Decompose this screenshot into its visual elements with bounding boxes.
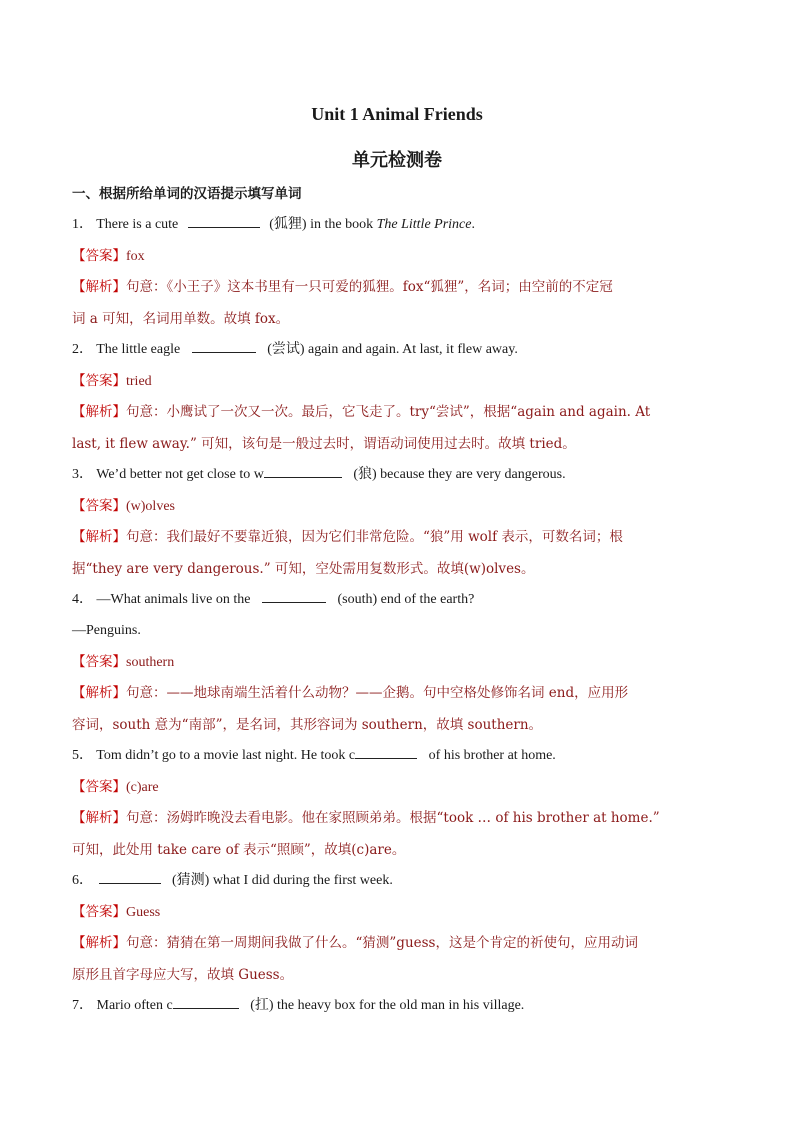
explanation-5 bbox=[72, 808, 724, 828]
answer-tag: 【答案】 bbox=[72, 654, 126, 670]
explanation-3 bbox=[72, 527, 724, 547]
question-4-reply: —Penguins. bbox=[72, 623, 141, 638]
document-subtitle: 单元检测卷 bbox=[352, 150, 442, 171]
question-number: 5． bbox=[72, 748, 93, 763]
question-text: —What animals live on the bbox=[96, 592, 251, 607]
answer-blank bbox=[188, 215, 260, 228]
explanation-3-cont: 据“they are very dangerous.” 可知，空处需用复数形式。故填(w)olves。 bbox=[72, 561, 535, 577]
answer-blank bbox=[264, 465, 342, 478]
question-3 bbox=[72, 465, 724, 485]
explanation-2-cont: last, it flew away.” 可知，该句是一般过去时，谓语动词使用过去时。故填 tried。 bbox=[72, 436, 576, 452]
explanation-text: 句意：《小王子》这本书里有一只可爱的狐狸。fox“狐狸”，名词；由空前的不定冠 bbox=[126, 279, 613, 295]
answer-text: tried bbox=[126, 374, 152, 389]
answer-blank bbox=[192, 340, 256, 353]
answer-blank bbox=[262, 590, 326, 603]
answer-tag: 【答案】 bbox=[72, 248, 126, 264]
explanation-text: 句意：猜猜在第一周期间我做了什么。“猜测”guess，这是个肯定的祈使句，应用动词 bbox=[126, 935, 638, 951]
explanation-tag: 【解析】 bbox=[72, 685, 126, 701]
question-1 bbox=[72, 215, 724, 235]
explanation-4 bbox=[72, 683, 724, 703]
question-number: 3． bbox=[72, 467, 93, 482]
book-title: The Little Prince bbox=[376, 217, 472, 232]
explanation-1-cont: 词 a 可知，名词用单数。故填 fox。 bbox=[72, 311, 290, 327]
answer-text: (w)olves bbox=[126, 499, 175, 514]
answer-3 bbox=[72, 496, 724, 517]
answer-blank bbox=[99, 871, 161, 884]
explanation-tag: 【解析】 bbox=[72, 529, 126, 545]
question-end: . bbox=[471, 217, 475, 232]
explanation-tag: 【解析】 bbox=[72, 404, 126, 420]
question-hint: (south) end of the earth? bbox=[337, 592, 475, 607]
question-5 bbox=[72, 746, 724, 766]
question-6 bbox=[72, 871, 724, 891]
answer-tag: 【答案】 bbox=[72, 904, 126, 920]
answer-blank bbox=[355, 746, 417, 759]
question-number: 7． bbox=[72, 998, 93, 1013]
answer-2 bbox=[72, 371, 724, 392]
answer-6 bbox=[72, 902, 724, 923]
section-heading: 一、根据所给单词的汉语提示填写单词 bbox=[72, 186, 302, 202]
question-hint: (猜测) what I did during the first week. bbox=[172, 873, 393, 888]
question-text: Tom didn’t go to a movie last night. He took c bbox=[96, 748, 356, 763]
question-number: 4． bbox=[72, 592, 93, 607]
explanation-text: 句意：——地球南端生活着什么动物？——企鹅。句中空格处修饰名词 end，应用形 bbox=[126, 685, 629, 701]
answer-tag: 【答案】 bbox=[72, 779, 126, 795]
question-hint: (狐狸) in the book bbox=[269, 217, 377, 232]
answer-5 bbox=[72, 777, 724, 798]
answer-blank bbox=[173, 996, 239, 1009]
question-text: There is a cute bbox=[96, 217, 179, 232]
explanation-tag: 【解析】 bbox=[72, 810, 126, 826]
explanation-text: 句意：汤姆昨晚没去看电影。他在家照顾弟弟。根据“took … of his brother at home.” bbox=[126, 810, 660, 826]
document-title: Unit 1 Animal Friends bbox=[311, 104, 483, 124]
question-hint: (扛) the heavy box for the old man in his village. bbox=[250, 998, 525, 1013]
question-hint: of his brother at home. bbox=[428, 748, 556, 763]
explanation-text: 句意：小鹰试了一次又一次。最后，它飞走了。try“尝试”，根据“again and again. At bbox=[126, 404, 651, 420]
answer-4 bbox=[72, 652, 724, 673]
question-4 bbox=[72, 590, 724, 610]
question-text: The little eagle bbox=[96, 342, 181, 357]
question-number: 1． bbox=[72, 217, 93, 232]
question-hint: (狼) because they are very dangerous. bbox=[353, 467, 566, 482]
explanation-1 bbox=[72, 277, 724, 297]
explanation-2 bbox=[72, 402, 724, 422]
answer-text: Guess bbox=[126, 905, 161, 920]
explanation-6-cont: 原形且首字母应大写，故填 Guess。 bbox=[72, 967, 294, 983]
explanation-text: 句意：我们最好不要靠近狼，因为它们非常危险。“狼”用 wolf 表示，可数名词；根 bbox=[126, 529, 623, 545]
question-number: 6． bbox=[72, 873, 93, 888]
question-2 bbox=[72, 340, 724, 360]
question-hint: (尝试) again and again. At last, it flew away. bbox=[267, 342, 518, 357]
answer-1 bbox=[72, 246, 724, 267]
explanation-6 bbox=[72, 933, 724, 953]
question-text: We’d better not get close to w bbox=[96, 467, 264, 482]
answer-tag: 【答案】 bbox=[72, 373, 126, 389]
question-number: 2． bbox=[72, 342, 93, 357]
explanation-tag: 【解析】 bbox=[72, 279, 126, 295]
answer-text: (c)are bbox=[126, 780, 159, 795]
explanation-tag: 【解析】 bbox=[72, 935, 126, 951]
answer-text: fox bbox=[126, 249, 145, 264]
explanation-5-cont: 可知，此处用 take care of 表示“照顾”，故填(c)are。 bbox=[72, 842, 406, 858]
question-7 bbox=[72, 996, 724, 1016]
question-text: Mario often c bbox=[96, 998, 173, 1013]
answer-text: southern bbox=[126, 655, 175, 670]
answer-tag: 【答案】 bbox=[72, 498, 126, 514]
explanation-4-cont: 容词，south 意为“南部”，是名词，其形容词为 southern，故填 southern。 bbox=[72, 717, 543, 733]
